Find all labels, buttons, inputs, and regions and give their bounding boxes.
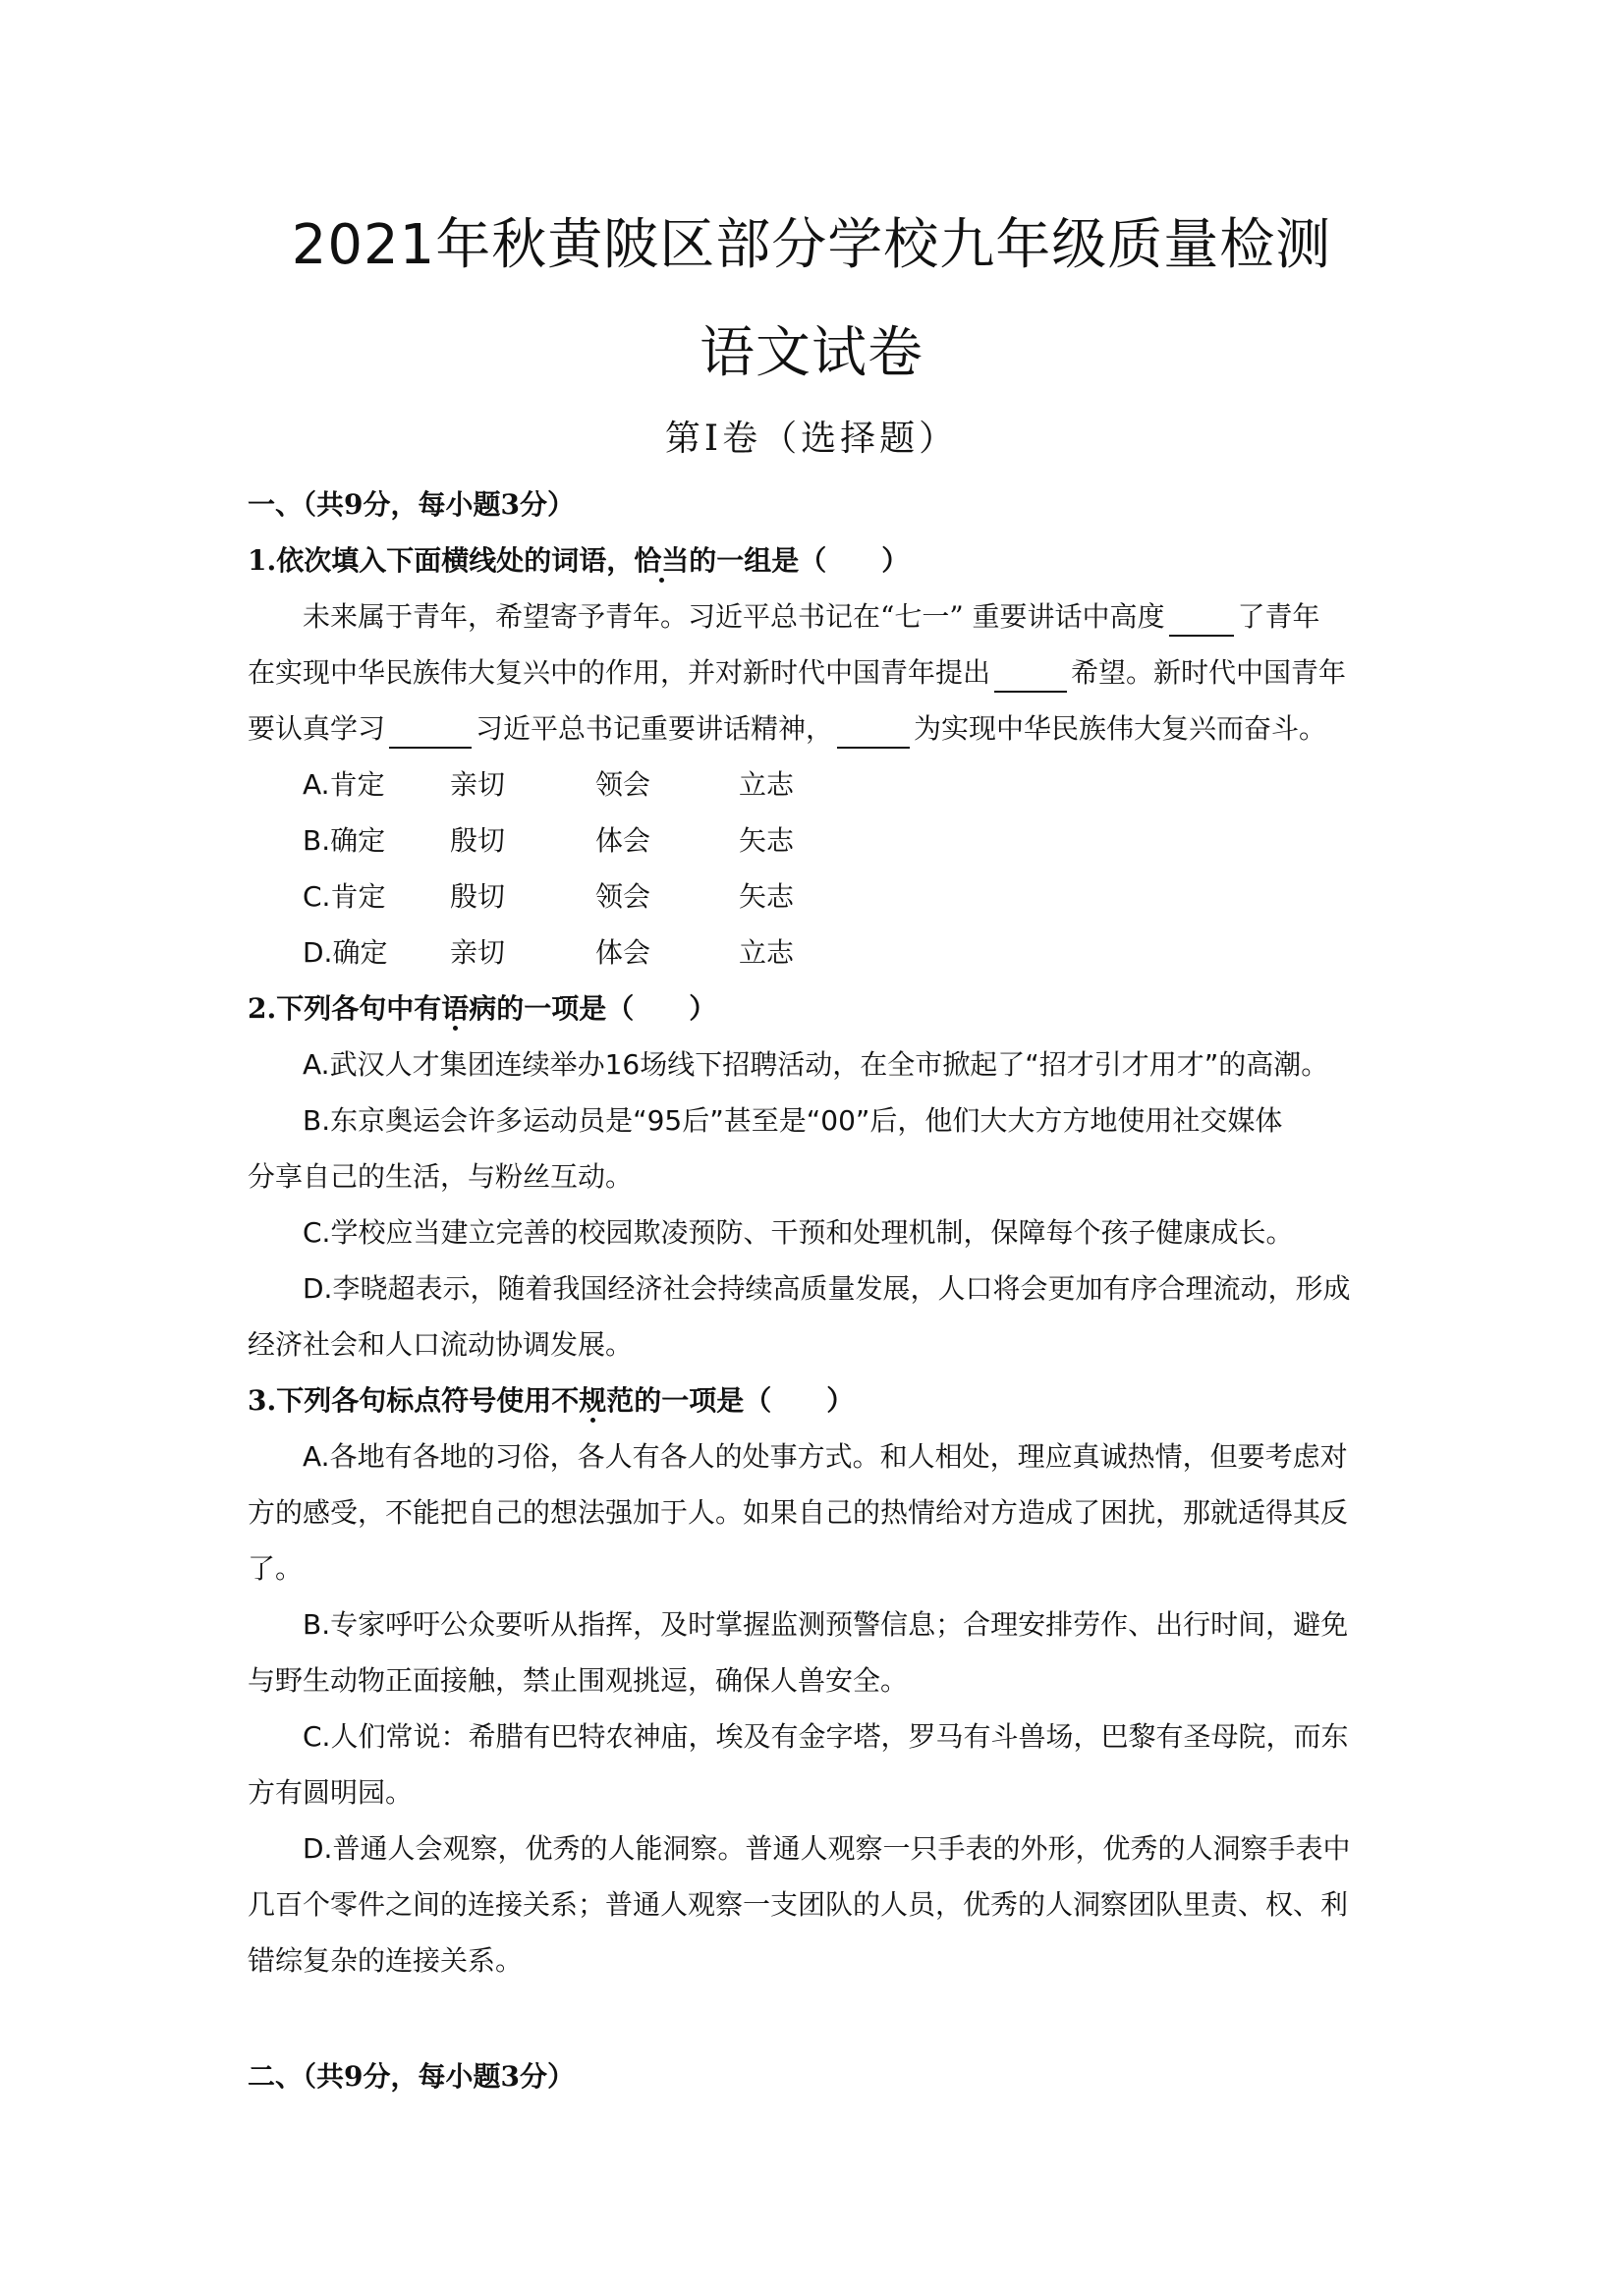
question-3-option-d-cont: 几百个零件之间的连接关系；普通人观察一支团队的人员，优秀的人洞察团队里责、权、利 <box>248 1888 1349 1921</box>
question-3-option-a[interactable]: A.各地有各地的习俗，各人有各人的处事方式。和人相处，理应真诚热情，但要考虑对 <box>303 1440 1348 1473</box>
question-3-option-a-cont: 了。 <box>248 1552 304 1585</box>
question-1-passage-line: 未来属于青年，希望寄予青年。习近平总书记在“七一” 重要讲话中高度 了青年 <box>303 597 1442 637</box>
question-3-option-b[interactable]: B.专家呼吁公众要听从指挥，及时掌握监测预警信息；合理安排劳作、出行时间，避免 <box>303 1608 1349 1641</box>
fill-blank[interactable] <box>994 661 1067 693</box>
question-2-option-c[interactable]: C.学校应当建立完善的校园欺凌预防、干预和处理机制，保障每个孩子健康成长。 <box>303 1216 1294 1249</box>
exam-page: 2021年秋黄陂区部分学校九年级质量检测 语文试卷 第Ⅰ卷（选择题） 一、（共9分，每小题3分） 1.依次填入下面横线处的词语，恰当的一组是（ ） 未来属于青年，希望寄予青年。习近平总书记在“七一” 重要讲话中高度 了青年 在实现中华民族伟大复兴中的作用，并对新时代中国青年提出 希望。新时代中国青年 要认真学习 习近平总书记重要讲话精神， 为实现中华民族伟大复兴而奋斗。 A.肯定 亲切 领会 立志 B.确定 殷切 体会 矢志 C.肯定 殷切 领会 矢志 D.确定 亲切 体会 立志 2.下列各句中有语病的一项是（ ） A.武汉人才集团连续举办16场线下招聘活动，在全市掀起了“招才引才用才”的高潮。 B.东京奥运会许多运动员是“95后”甚至是“00”后，他们大大方方地使用社交媒体 分享自己的生活，与粉丝互动。 C.学校应当建立完善的校园欺凌预防、干预和处理机制，保障每个孩子健康成长。 D.李晓超表示，随着我国经济社会持续高质量发展，人口将会更加有序合理流动，形成 经济社会和人口流动协调发展。 3.下列各句标点符号使用不规范的一项是（ ） A.各地有各地的习俗，各人有各人的处事方式。和人相处，理应真诚热情，但要考虑对 方的感受，不能把自己的想法强加于人。如果自己的热情给对方造成了困扰，那就适得其反 了。 B.专家呼吁公众要听从指挥，及时掌握监测预警信息；合理安排劳作、出行时间，避免 与野生动物正面接触，禁止围观挑逗，确保人兽安全。 C.人们常说：希腊有巴特农神庙，埃及有金字塔，罗马有斗兽场，巴黎有圣母院，而东 方有圆明园。 D.普通人会观察，优秀的人能洞察。普通人观察一只手表的外形，优秀的人洞察手表中 几百个零件之间的连接关系；普通人观察一支团队的人员，优秀的人洞察团队里责、权、利 错综复杂的连接关系。 二、（共9分，每小题3分） <box>0 0 1623 2296</box>
question-2-stem: 2.下列各句中有语病的一项是（ ） <box>248 992 717 1025</box>
question-1-passage-line: 要认真学习 习近平总书记重要讲话精神， 为实现中华民族伟大复兴而奋斗。 <box>248 709 1387 749</box>
question-1-stem: 1.依次填入下面横线处的词语，恰当的一组是（ ） <box>248 544 910 577</box>
question-3-option-b-cont: 与野生动物正面接触，禁止围观挑逗，确保人兽安全。 <box>248 1664 909 1697</box>
fill-blank[interactable] <box>1169 605 1234 637</box>
fill-blank[interactable] <box>389 717 472 749</box>
fill-blank[interactable] <box>837 717 910 749</box>
question-3-option-d-cont: 错综复杂的连接关系。 <box>248 1944 524 1977</box>
emphasis-mark: 有语病 <box>414 992 497 1025</box>
question-2-option-b[interactable]: B.东京奥运会许多运动员是“95后”甚至是“00”后，他们大大方方地使用社交媒体 <box>303 1104 1283 1137</box>
question-2-option-a[interactable]: A.武汉人才集团连续举办16场线下招聘活动，在全市掀起了“招才引才用才”的高潮。 <box>303 1048 1329 1081</box>
question-3-option-c[interactable]: C.人们常说：希腊有巴特农神庙，埃及有金字塔，罗马有斗兽场，巴黎有圣母院，而东 <box>303 1720 1349 1753</box>
volume-heading: 第Ⅰ卷（选择题） <box>664 419 959 459</box>
emphasis-mark: 不规范 <box>551 1384 635 1417</box>
question-1-passage-line: 在实现中华民族伟大复兴中的作用，并对新时代中国青年提出 希望。新时代中国青年 <box>248 653 1387 693</box>
question-3-option-d[interactable]: D.普通人会观察，优秀的人能洞察。普通人观察一只手表的外形，优秀的人洞察手表中 <box>303 1832 1351 1865</box>
exam-title: 2021年秋黄陂区部分学校九年级质量检测 <box>291 213 1332 277</box>
question-2-option-d[interactable]: D.李晓超表示，随着我国经济社会持续高质量发展，人口将会更加有序合理流动，形成 <box>303 1272 1351 1305</box>
question-3-option-c-cont: 方有圆明园。 <box>248 1776 414 1809</box>
question-2-option-d-cont: 经济社会和人口流动协调发展。 <box>248 1328 634 1361</box>
section-1-heading: 一、（共9分，每小题3分） <box>248 488 575 521</box>
exam-subject-title: 语文试卷 <box>700 321 923 385</box>
question-3-option-a-cont: 方的感受，不能把自己的想法强加于人。如果自己的热情给对方造成了困扰，那就适得其反 <box>248 1496 1349 1529</box>
question-2-option-b-cont: 分享自己的生活，与粉丝互动。 <box>248 1160 634 1193</box>
question-3-stem: 3.下列各句标点符号使用不规范的一项是（ ） <box>248 1384 855 1417</box>
section-2-heading: 二、（共9分，每小题3分） <box>248 2060 575 2093</box>
emphasis-mark: 恰当 <box>634 544 690 577</box>
